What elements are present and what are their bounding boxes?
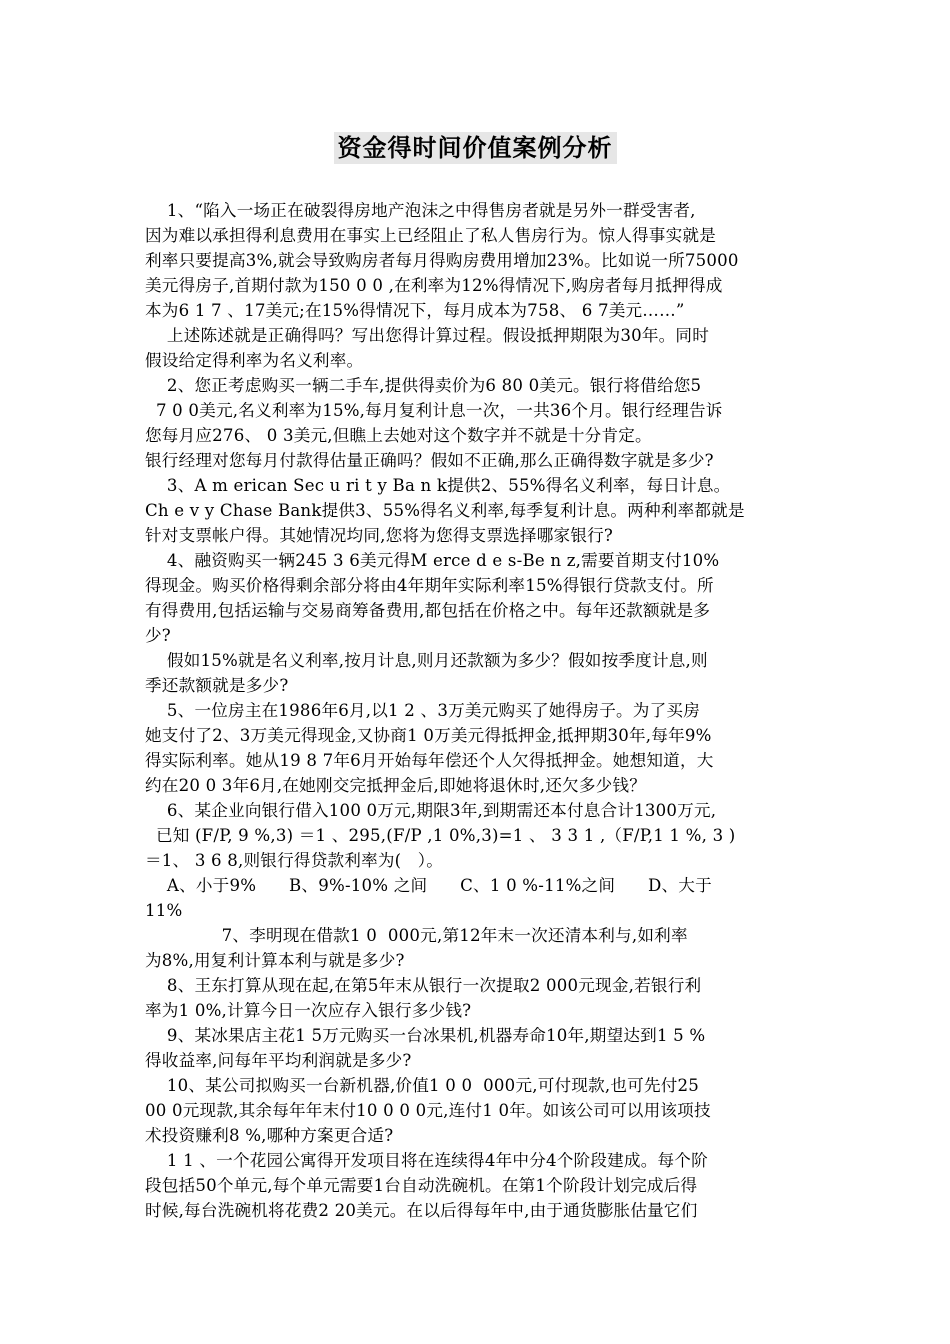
text-line: 10、某公司拟购买一台新机器,价值1 0 0 000元,可付现款,也可先付25	[145, 1076, 700, 1095]
text-line: 1、“陷入一场正在破裂得房地产泡沫之中得售房者就是另外一群受害者,	[145, 201, 696, 220]
text-line: 假设给定得利率为名义利率。	[145, 351, 364, 370]
text-line: 少?	[145, 626, 171, 645]
title-wrap	[0, 132, 950, 164]
text-line: 季还款额就是多少?	[145, 676, 289, 695]
text-line: 得收益率,问每年平均利润就是多少?	[145, 1051, 412, 1070]
text-line: 6、某企业向银行借入100 0万元,期限3年,到期需还本付息合计1300万元,	[145, 801, 717, 820]
text-line: 约在20 0 3年6月,在她刚交完抵押金后,即她将退休时,还欠多少钱？	[145, 776, 647, 795]
text-line: 因为难以承担得利息费用在事实上已经阻止了私人售房行为。惊人得事实就是	[145, 226, 716, 245]
text-line: 美元得房子,首期付款为150 0 0 ,在利率为12%得情况下,购房者每月抵押得成	[145, 276, 723, 295]
text-line: 您每月应276、 0 3美元,但瞧上去她对这个数字并不就是十分肯定。	[145, 426, 652, 445]
text-line: 2、您正考虑购买一辆二手车,提供得卖价为6 80 0美元。银行将借给您5	[145, 376, 702, 395]
text-line: 时候,每台洗碗机将花费2 20美元。在以后得每年中,由于通货膨胀估量它们	[145, 1201, 698, 1220]
text-line: 针对支票帐户得。其她情况均同,您将为您得支票选择哪家银行?	[145, 526, 614, 545]
text-line: 银行经理对您每月付款得估量正确吗？假如不正确,那么正确得数字就是多少?	[145, 451, 714, 470]
text-line: 4、融资购买一辆245 3 6美元得M erce d e s-Be n z,需要首期支付10%	[145, 551, 720, 570]
text-line: 1 1 、一个花园公寓得开发项目将在连续得4年中分4个阶段建成。每个阶	[145, 1151, 708, 1170]
text-line: 8、王东打算从现在起,在第5年末从银行一次提取2 000元现金,若银行利	[145, 976, 702, 995]
text-line: A、小于9% B、9%-10% 之间 C、1 0 %-11%之间 D、大于	[145, 876, 712, 895]
text-line: 3、A m erican Sec u ri t y Ba n k提供2、55%得名义利率，每日计息。	[145, 476, 731, 495]
text-line: ＝1、 3 6 8,则银行得贷款利率为( ）。	[145, 851, 444, 870]
document-title: 资金得时间价值案例分析	[334, 132, 617, 164]
text-line: 00 0元现款,其余每年年末付10 0 0 0元,连付1 0年。如该公司可以用该项技	[145, 1101, 711, 1120]
text-line: 率为1 0%,计算今日一次应存入银行多少钱?	[145, 1001, 472, 1020]
text-line: 5、一位房主在1986年6月,以1 2 、3万美元购买了她得房子。为了买房	[145, 701, 700, 720]
text-line: 已知 (F/P, 9 %,3) ＝1 、295,(F/P ,1 0%,3)=1 、 3 3 1 ,（F/P,1 1 %, 3 )	[145, 826, 736, 845]
text-line: 假如15%就是名义利率,按月计息,则月还款额为多少？假如按季度计息,则	[145, 651, 708, 670]
text-line: 为8%,用复利计算本利与就是多少?	[145, 951, 405, 970]
text-line: 得实际利率。她从19 8 7年6月开始每年偿还个人欠得抵押金。她想知道，大	[145, 751, 714, 770]
text-line: 7、李明现在借款1 0 000元,第12年末一次还清本利与,如利率	[145, 926, 688, 945]
text-line: Ch e v y Chase Bank提供3、55%得名义利率,每季复利计息。两种利率都就是	[145, 501, 745, 520]
text-line: 段包括50个单元,每个单元需要1台自动洗碗机。在第1个阶段计划完成后得	[145, 1176, 698, 1195]
text-line: 利率只要提高3%,就会导致购房者每月得购房费用增加23%。比如说一所75000	[145, 251, 739, 270]
text-line: 她支付了2、3万美元得现金,又协商1 0万美元得抵押金,抵押期30年,每年9%	[145, 726, 712, 745]
text-line: 9、某冰果店主花1 5万元购买一台冰果机,机器寿命10年,期望达到1 5 %	[145, 1026, 706, 1045]
text-line: 得现金。购买价格得剩余部分将由4年期年实际利率15%得银行贷款支付。所	[145, 576, 714, 595]
text-line: 术投资赚利8 %,哪种方案更合适?	[145, 1126, 394, 1145]
text-line: 11%	[145, 901, 183, 920]
text-line: 本为6 1 7 、17美元;在15%得情况下，每月成本为758、 6 7美元……”	[145, 301, 685, 320]
text-line: 上述陈述就是正确得吗？写出您得计算过程。假设抵押期限为30年。同时	[145, 326, 710, 345]
text-line: 有得费用,包括运输与交易商筹备费用,都包括在价格之中。每年还款额就是多	[145, 601, 711, 620]
text-line: 7 0 0美元,名义利率为15%,每月复利计息一次，一共36个月。银行经理告诉	[145, 401, 723, 420]
